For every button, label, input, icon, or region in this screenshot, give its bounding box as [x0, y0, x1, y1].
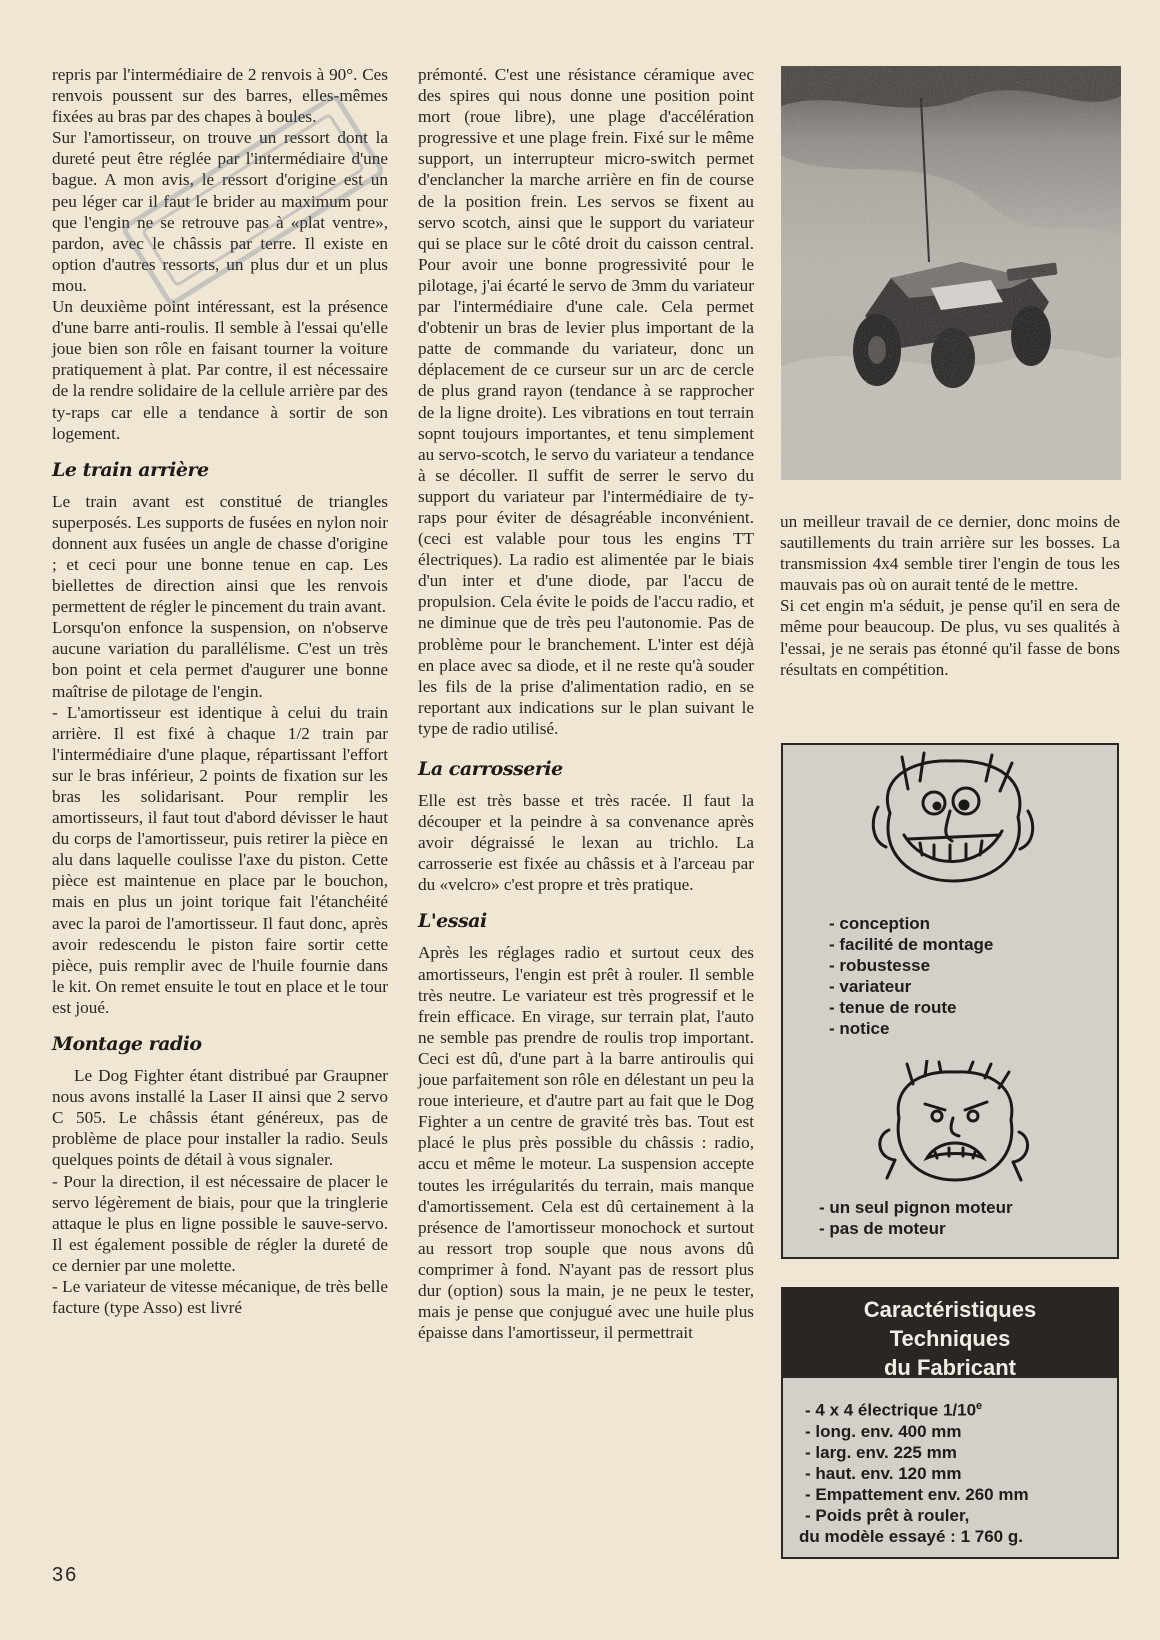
spec-text: 4 x 4 électrique 1/10 — [815, 1400, 977, 1420]
paragraph: - L'amortisseur est identique à celui du train arrière. Il est fixé à chaque 1/2 train par l'intermédiaire d'une plaque, répartissant l'effort sur le bras inférieur, 2 points de fixation sur les bras les solidarisant. Pour remplir les amortisseurs, il faut tout d'abord dévisser le haut du corps de l'amortisseur, puis retirer la pièce en alu dans laquelle coulisse l'axe du piston. Cette pièce est maintenue en place par le bouchon, mais en plus un joint torique fait l'étanchéité avec la paroi de l'amortisseur. Il faut donc, après avoir redescendu le piston faire sortir cette pièce, puis remplir avec de l'huile fournie dans le kit. On remet ensuite le tout en place et le tour est joué. — [52, 702, 388, 1017]
happy-face-icon — [868, 751, 1038, 891]
paragraph: - Pour la direction, il est nécessaire de placer le servo légèrement de biais, pour que la tringlerie attaque le plus en ligne possible le sauve-servo. Il est également possible de régler la dureté de ce dernier par une molette. — [52, 1171, 388, 1275]
spec-superscript: e — [976, 1400, 983, 1412]
paragraph: Le train avant est constitué de triangles superposés. Les supports de fusées en nylon noir donnent aux fusées un angle de chasse d'origine ; et ceci pour une bonne tenue en cap. Les biellettes de direction ainsi que les renvois permettent de régler le pincement du train avant. — [52, 491, 388, 617]
list-item — [805, 1396, 1117, 1421]
list-item: - facilité de montage — [829, 934, 993, 955]
paragraph: Lorsqu'on enfonce la suspension, on n'observe aucune variation du parallélisme. C'est un très bon point et cela permet d'augurer une bonne maîtrise de pilotage de l'engin. — [52, 618, 388, 701]
section-heading-train-arriere: Le train arrière — [52, 458, 209, 481]
list-item: - Poids prêt à rouler, — [805, 1505, 1117, 1526]
paragraph: prémonté. C'est une résistance céramique avec des spires qui nous donne une position point mort (roue libre), une plage d'accélération progressive et une plage frein. Fixé sur le même support, un interrupteur micro-switch permet d'enclancher la marche arrière en fin de course de la position frein. Les servos se fixent au servo scotch, ainsi que le support du variateur qui se place sur le côté droit du caisson central. Pour avoir une bonne progressivité pour le pilotage, j'ai écarté le servo de 3mm du variateur par l'intermédiaire d'une cale. Cela permet d'obtenir un bras de levier plus important de la patte de commande du variateur, donc un déplacement de ce curseur sur un arc de cercle de plus grand rayon (tendance à se rapprocher de la ligne droite). Les vibrations en tout terrain sopnt toujours importantes, et tenu simplement au servo-scotch, le servo du variateur a tendance à se décoller. Il suffit de serrer le servo du support du variateur par l'intermédiaire de ty-raps pour éviter de désagréable inconvénient. (ceci est valable pour tous les engins TT électriques). La radio est alimentée par le biais d'un inter et d'une diode, par l'accu de propulsion. Cela évite le poids de l'accu radio, et ne diminue que de très peu l'autonomie. Pas de problème pour le branchement. L'inter est déjà en place avec sa diode, et il ne reste qu'à souder les fils de la prise d'alimentation radio, en se reportant aux indications sur le plan suivant le type de radio utilisé. — [418, 65, 754, 738]
list-item: - un seul pignon moteur — [819, 1197, 1013, 1218]
article-column-2 — [418, 64, 754, 1343]
list-item: - notice — [829, 1018, 993, 1039]
list-item: - Empattement env. 260 mm — [805, 1484, 1117, 1505]
verdict-box — [781, 743, 1119, 1259]
section-heading-carrosserie: La carrosserie — [418, 758, 563, 780]
list-item: - pas de moteur — [819, 1218, 1013, 1239]
list-item: - robustesse — [829, 955, 993, 976]
article-column-3 — [780, 511, 1120, 680]
section-heading-essai: L'essai — [418, 910, 487, 933]
photo-rc-car-on-sand — [781, 66, 1121, 480]
specs-list — [799, 1396, 1117, 1547]
paragraph: repris par l'intermédiaire de 2 renvois à 90°. Ces renvois poussent sur des barres, elles-mêmes fixées au bras par des chapes à boules. — [52, 65, 388, 127]
grumpy-face-icon — [869, 1060, 1039, 1190]
article-column-1 — [52, 64, 388, 1318]
specs-title — [783, 1289, 1117, 1378]
paragraph: Le Dog Fighter étant distribué par Graupner nous avons installé la Laser II ainsi que 2 servo C 505. Le châssis étant généreux, pas de problème de place pour installer la radio. Seuls quelques points de détail à vous signaler. — [52, 1066, 388, 1170]
paragraph: Un deuxième point intéressant, est la présence d'une barre anti-roulis. Il semble à l'essai qu'elle joue bien son rôle en faisant tourner la voiture pratiquement à plat. Par contre, il est nécessaire de la rendre solidaire de la cellule arrière par des ty-raps car elle a tendance à sortir de son logement. — [52, 297, 388, 443]
paragraph: Après les réglages radio et surtout ceux des amortisseurs, l'engin est prêt à rouler. Il semble très neutre. Le variateur est très progressif et le frein efficace. En virage, sur terrain plat, l'auto ne semble pas prendre de roulis trop important. Ceci est dû, d'une part à la barre antiroulis qui joue parfaitement son rôle en délestant un peu la roue interieure, et d'autre part au fait que le Dog Fighter a un centre de gravité très bas. Tout est placé le plus près possible du châssis : radio, accu et même le moteur. La suspension accepte toutes les irrégularités du terrain, mais manque d'amortissement. Cela est dû certainement à la présence de l'amortisseur monochock et surtout au ressort trop souple que nous avons dû comprimer à fond. N'ayant pas de ressort plus dur (option) sous la main, je ne peux le tester, mais je pense que conjugué avec une huile plus épaisse dans l'amortisseur, il permettrait — [418, 943, 754, 1343]
list-item: - conception — [829, 913, 993, 934]
list-item: - tenue de route — [829, 997, 993, 1018]
list-item: - haut. env. 120 mm — [805, 1463, 1117, 1484]
specs-title-line: Techniques — [889, 1326, 1011, 1351]
section-heading-montage-radio: Montage radio — [52, 1033, 202, 1056]
paragraph: un meilleur travail de ce dernier, donc moins de sautillements du train arrière sur les bosses. La transmission 4x4 semble tirer l'engin de tous les mauvais pas où on aurait tenté de le mettre. — [780, 512, 1120, 595]
specs-box — [781, 1287, 1119, 1559]
list-item: du modèle essayé : 1 760 g. — [799, 1526, 1023, 1546]
minus-points-list — [819, 1197, 1013, 1239]
page-number: 36 — [52, 1564, 79, 1586]
paragraph: Sur l'amortisseur, on trouve un ressort dont la dureté peut être réglée par l'intermédiaire d'une bague. A mon avis, le ressort d'origine est un peu léger car il faut le brider au maximum pour que l'engin ne se retrouve pas à «plat ventre», pardon, avec le châssis par terre. Il existe en option d'autres ressorts, un plus dur et un plus mou. — [52, 128, 388, 295]
paragraph: Elle est très basse et très racée. Il faut la découper et la peindre à sa convenance après avoir dégraissé le lexan au trichlo. La carrosserie est fixée au châssis et à l'arceau par du «velcro» c'est propre et très pratique. — [418, 791, 754, 895]
paragraph: Si cet engin m'a séduit, je pense qu'il en sera de même pour beaucoup. De plus, vu ses qualités à l'essai, je ne serais pas étonné qu'il fasse de bons résultats en compétition. — [780, 596, 1120, 679]
list-item: - variateur — [829, 976, 993, 997]
plus-points-list — [829, 913, 993, 1039]
list-item: - larg. env. 225 mm — [805, 1442, 1117, 1463]
specs-title-line: Caractéristiques — [863, 1297, 1037, 1322]
specs-title-line: du Fabricant — [883, 1355, 1016, 1380]
paragraph: - Le variateur de vitesse mécanique, de très belle facture (type Asso) est livré — [52, 1276, 388, 1318]
list-item: - long. env. 400 mm — [805, 1421, 1117, 1442]
